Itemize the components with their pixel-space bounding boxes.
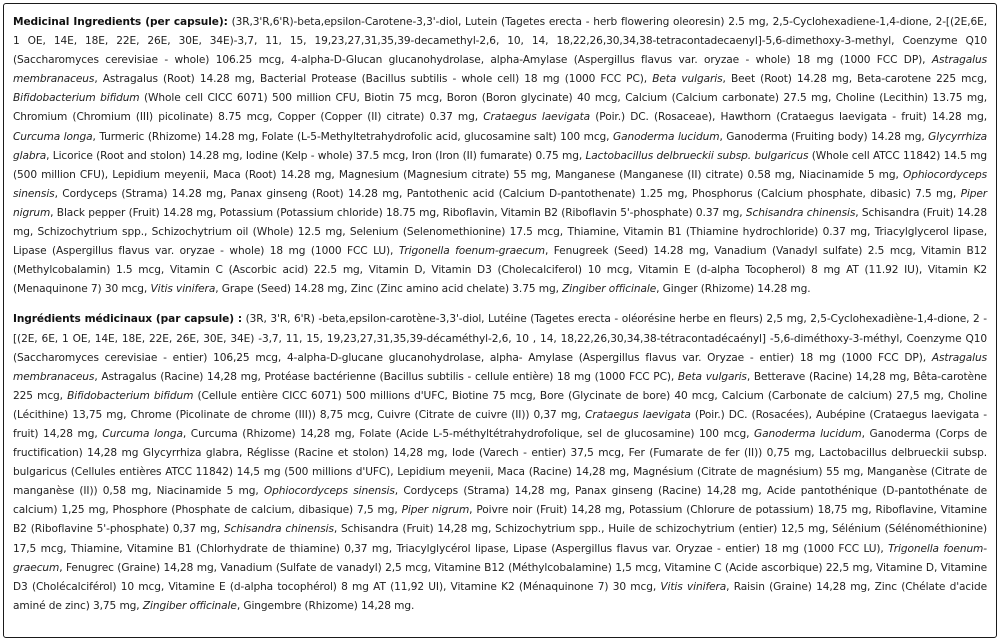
botanical-name: Schisandra chinensis — [745, 206, 856, 219]
ingredient-text: , Gingembre (Rhizome) 14,28 mg. — [236, 599, 415, 612]
ingredient-text: , Astragalus (Root) 14.28 mg, Bacterial Protease (Bacillus subtilis - whole cell) 18 mg (1000 FCC PC), — [94, 73, 653, 86]
botanical-name: Trigonella foenum-graecum — [13, 542, 987, 574]
ingredient-text: , Turmeric (Rhizome) 14.28 mg, Folate (L-5-Methyltetrahydrofolic acid, glucosamine salt) 100 mcg, — [92, 130, 613, 143]
botanical-name: Bifidobacterium bifidum — [13, 92, 140, 105]
botanical-name: Crataegus laevigata — [483, 111, 591, 124]
ingredient-text: , Licorice (Root and stolon) 14.28 mg, Iodine (Kelp - whole) 37.5 mcg, Iron (Iron (II) fumarate) 0.75 mg, — [46, 149, 586, 162]
ingredient-text: , Black pepper (Fruit) 14.28 mg, Potassium (Potassium chloride) 18.75 mg, Riboflavin, Vitamin B2 (Riboflavin 5'-phosphate) 0.37 mg, — [50, 206, 746, 219]
french-heading: Ingrédients médicinaux (par capsule) : — [13, 313, 243, 326]
botanical-name: Vitis vinifera — [150, 283, 216, 296]
botanical-name: Ophiocordyceps sinensis — [263, 485, 395, 498]
botanical-name: Piper nigrum — [401, 504, 470, 517]
french-ingredient-list — [13, 313, 987, 611]
ingredient-text: (Poir.) DC. (Rosacées), Aubépine (Crataegus laevigata - fruit) 14,28 mg, — [13, 408, 987, 440]
botanical-name: Zingiber officinale — [142, 599, 237, 612]
ingredient-text: , Cordyceps (Strama) 14.28 mg, Panax ginseng (Root) 14.28 mg, Pantothenic acid (Calcium D-pantothenate) 1.25 mg, Phosphorus (Calcium phosphate, dibasic) 7.5 mg, — [54, 187, 961, 200]
botanical-name: Beta vulgaris — [677, 370, 747, 383]
ingredient-text: (3R,3'R,6'R)-beta,epsilon-Carotene-3,3'-diol, Lutein (Tagetes erecta - herb flowering oleoresin) 2.5 mg, 2,5-Cyclohexadiene-1,4-dione, 2-[(2E,6E, 1 OE, 14E, 18E, 22E, 26E, 30E, 34E)-3,7, 11, 15, 19,23,27,31,35,39-decamethyl-2,6, 10, 14, 18,22,26,30,34,38-tetracontadecaenyl]-5,6-dimethoxy-3-methyl, Coenzyme Q10 (Saccharomyces cerevisiae - whole) 106.25 mcg, 4-alpha-D-Glucan glucanohydrolase, alpha-Amylase (Aspergillus flavus var. oryzae - whole) 18 mg (1000 FCC DP), — [13, 16, 987, 67]
botanical-name: Zingiber officinale — [562, 283, 657, 296]
ingredient-text: (Cellule entière CICC 6071) 500 millions d'UFC, Biotine 75 mcg, Bore (Glycinate de bore) 40 mcg, Calcium (Carbonate de calcium) 27,5 mg, Choline (Lécithine) 13,75 mg, Chrome (Picolinate de chrome (III)) 8,75 mcg, Cuivre (Citrate de cuivre (II)) 0,37 mg, — [13, 389, 987, 421]
botanical-name: Bifidobacterium bifidum — [67, 389, 194, 402]
ingredient-text: , Fenugreek (Seed) 14.28 mg, Vanadium (Vanadyl sulfate) 2.5 mcg, Vitamin B12 (Methylcobalamin) 1.5 mcg, Vitamin C (Ascorbic acid) 22.5 mg, Vitamin D, Vitamin D3 (Cholecalciferol) 10 mcg, Vitamin E (d-alpha Tocopherol) 8 mg AT (11.92 IU), Vitamin K2 (Menaquinone 7) 30 mcg, — [13, 245, 987, 296]
ingredient-text: , Ganoderma (Fruiting body) 14.28 mg, — [719, 130, 929, 143]
botanical-name: Curcuma longa — [102, 427, 183, 440]
botanical-name: Ganoderma lucidum — [754, 427, 862, 440]
ingredients-panel — [3, 3, 997, 638]
ingredient-text: , Fenugrec (Graine) 14,28 mg, Vanadium (Sulfate de vanadyl) 2,5 mcg, Vitamine B12 (Méthylcobalamine) 1,5 mcg, Vitamine C (Acide ascorbique) 22,5 mg, Vitamine D, Vitamine D3 (Cholécalciférol) 10 mcg, Vitamine E (d-alpha tocophérol) 8 mg AT (11,92 UI), Vitamine K2 (Ménaquinone 7) 30 mcg, — [13, 561, 987, 593]
ingredient-text: , Ganoderma (Corps de fructification) 14,28 mg Glycyrrhiza glabra, Réglisse (Racine et stolon) 14,28 mg, Iode (Varech - entier) 37,5 mcg, Fer (Fumarate de fer (II)) 0,75 mg, Lactobacillus delbrueckii subsp. bulgaricus (Cellules entières ATCC 11842) 14,5 mg (500 millions d'UFC), Lepidium meyenii, Maca (Racine) 14,28 mg, Magnésium (Citrate de magnésium) 55 mg, Manganèse (Citrate de manganèse (II)) 0,58 mg, Niacinamide 5 mg, — [13, 427, 988, 498]
ingredient-text: , Schisandra (Fruit) 14.28 mg, Schizochytrium spp., Schizochytrium oil (Whole) 12.5 mg, Selenium (Selenomethionine) 17.5 mcg, Thiamine, Vitamin B1 (Thiamine hydrochloride) 0.37 mg, Triacylglycerol lipase, Lipase (Aspergillus flavus var. oryzae - whole) 18 mg (1000 FCC LU), — [13, 206, 988, 258]
botanical-name: Curcuma longa — [13, 130, 93, 143]
botanical-name: Ophiocordyceps sinensis — [13, 168, 987, 200]
ingredient-text: , Curcuma (Rhizome) 14,28 mg, Folate (Acide L-5-méthyltétrahydrofolique, sel de glucosamine) 100 mcg, — [182, 427, 755, 440]
ingredient-text: , Astragalus (Racine) 14,28 mg, Protéase bactérienne (Bacillus subtilis - cellule entière) 18 mg (1000 FCC PC), — [94, 370, 678, 383]
botanical-name: Astragalus membranaceus — [13, 351, 987, 383]
botanical-name: Piper nigrum — [13, 187, 987, 219]
botanical-name: Crataegus laevigata — [585, 408, 691, 421]
botanical-name: Beta vulgaris — [652, 73, 723, 86]
ingredient-text: , Poivre noir (Fruit) 14,28 mg, Potassium (Chlorure de potassium) 18,75 mg, Riboflavine, Vitamine B2 (Riboflavine 5'-phosphate) 0,37 mg, — [13, 504, 987, 536]
ingredient-text: , Raisin (Graine) 14,28 mg, Zinc (Chélate d'acide aminé de zinc) 3,75 mg, — [13, 580, 988, 612]
french-ingredients-paragraph — [13, 310, 987, 616]
ingredient-text: , Cordyceps (Strama) 14,28 mg, Panax ginseng (Racine) 14,28 mg, Acide pantothénique (D-pantothénate de calcium) 1,25 mg, Phosphore (Phosphate de calcium, dibasique) 7,5 mg, — [13, 485, 988, 517]
ingredient-text: , Ginger (Rhizome) 14.28 mg. — [656, 283, 811, 296]
english-heading: Medicinal Ingredients (per capsule): — [13, 16, 228, 28]
botanical-name: Trigonella foenum-graecum — [398, 245, 545, 258]
english-ingredient-list — [13, 16, 987, 295]
ingredient-text: , Beet (Root) 14.28 mg, Beta-carotene 225 mcg, — [722, 73, 988, 86]
botanical-name: Schisandra chinensis — [223, 523, 334, 536]
botanical-name: Lactobacillus delbrueckii subsp. bulgaricus — [585, 149, 809, 162]
botanical-name: Glycyrrhiza glabra — [13, 130, 987, 162]
botanical-name: Ganoderma lucidum — [613, 130, 720, 143]
ingredient-text: (Poir.) DC. (Rosaceae), Hawthorn (Crataegus laevigata - fruit) 14.28 mg, — [590, 111, 987, 124]
english-ingredients-paragraph — [13, 13, 987, 299]
ingredient-text: , Schisandra (Fruit) 14,28 mg, Schizochytrium spp., Huile de schizochytrium (entier) 12,5 mg, Sélénium (Sélénométhionine) 17,5 mcg, Thiamine, Vitamine B1 (Chlorhydrate de thiamine) 0,37 mg, Triacylglycérol lipase, Lipase (Aspergillus flavus var. Oryzae - entier) 18 mg (1000 FCC LU), — [13, 523, 987, 555]
ingredient-text: , Betterave (Racine) 14,28 mg, Bêta-carotène 225 mcg, — [13, 370, 987, 402]
botanical-name: Vitis vinifera — [660, 580, 727, 593]
ingredient-text: (Whole cell CICC 6071) 500 million CFU, Biotin 75 mcg, Boron (Boron glycinate) 40 mcg, Calcium (Calcium carbonate) 27.5 mg, Choline (Lecithin) 13.75 mg, Chromium (Chromium (III) picolinate) 8.75 mcg, Copper (Copper (II) citrate) 0.37 mg, — [13, 92, 987, 124]
ingredient-text: (3R, 3'R, 6'R) -beta,epsilon-carotène-3,3'-diol, Lutéine (Tagetes erecta - oléorésine herbe en fleurs) 2,5 mg, 2,5-Cyclohexadiène-1,4-dione, 2 - [(2E, 6E, 1 OE, 14E, 18E, 22E, 26E, 30E, 34E) -3,7, 11, 15, 19,23,27,31,35,39-décaméthyl-2,6, 10 , 14, 18,22,26,30,34,38-tétracontadécaényl] -5,6-diméthoxy-3-méthyl, Coenzyme Q10 (Saccharomyces cerevisiae - entier) 106,25 mcg, 4-alpha-D-glucane glucanohydrolase, alpha- Amylase (Aspergillus flavus var. Oryzae - entier) 18 mg (1000 FCC DP), — [13, 313, 987, 364]
ingredient-text: , Grape (Seed) 14.28 mg, Zinc (Zinc amino acid chelate) 3.75 mg, — [215, 283, 563, 296]
ingredient-text: (Whole cell ATCC 11842) 14.5 mg (500 million CFU), Lepidium meyenii, Maca (Root) 14.28 mg, Magnesium (Magnesium citrate) 55 mg, Manganese (Manganese (II) citrate) 0.58 mg, Niacinamide 5 mg, — [13, 149, 987, 181]
botanical-name: Astragalus membranaceus — [13, 54, 987, 86]
